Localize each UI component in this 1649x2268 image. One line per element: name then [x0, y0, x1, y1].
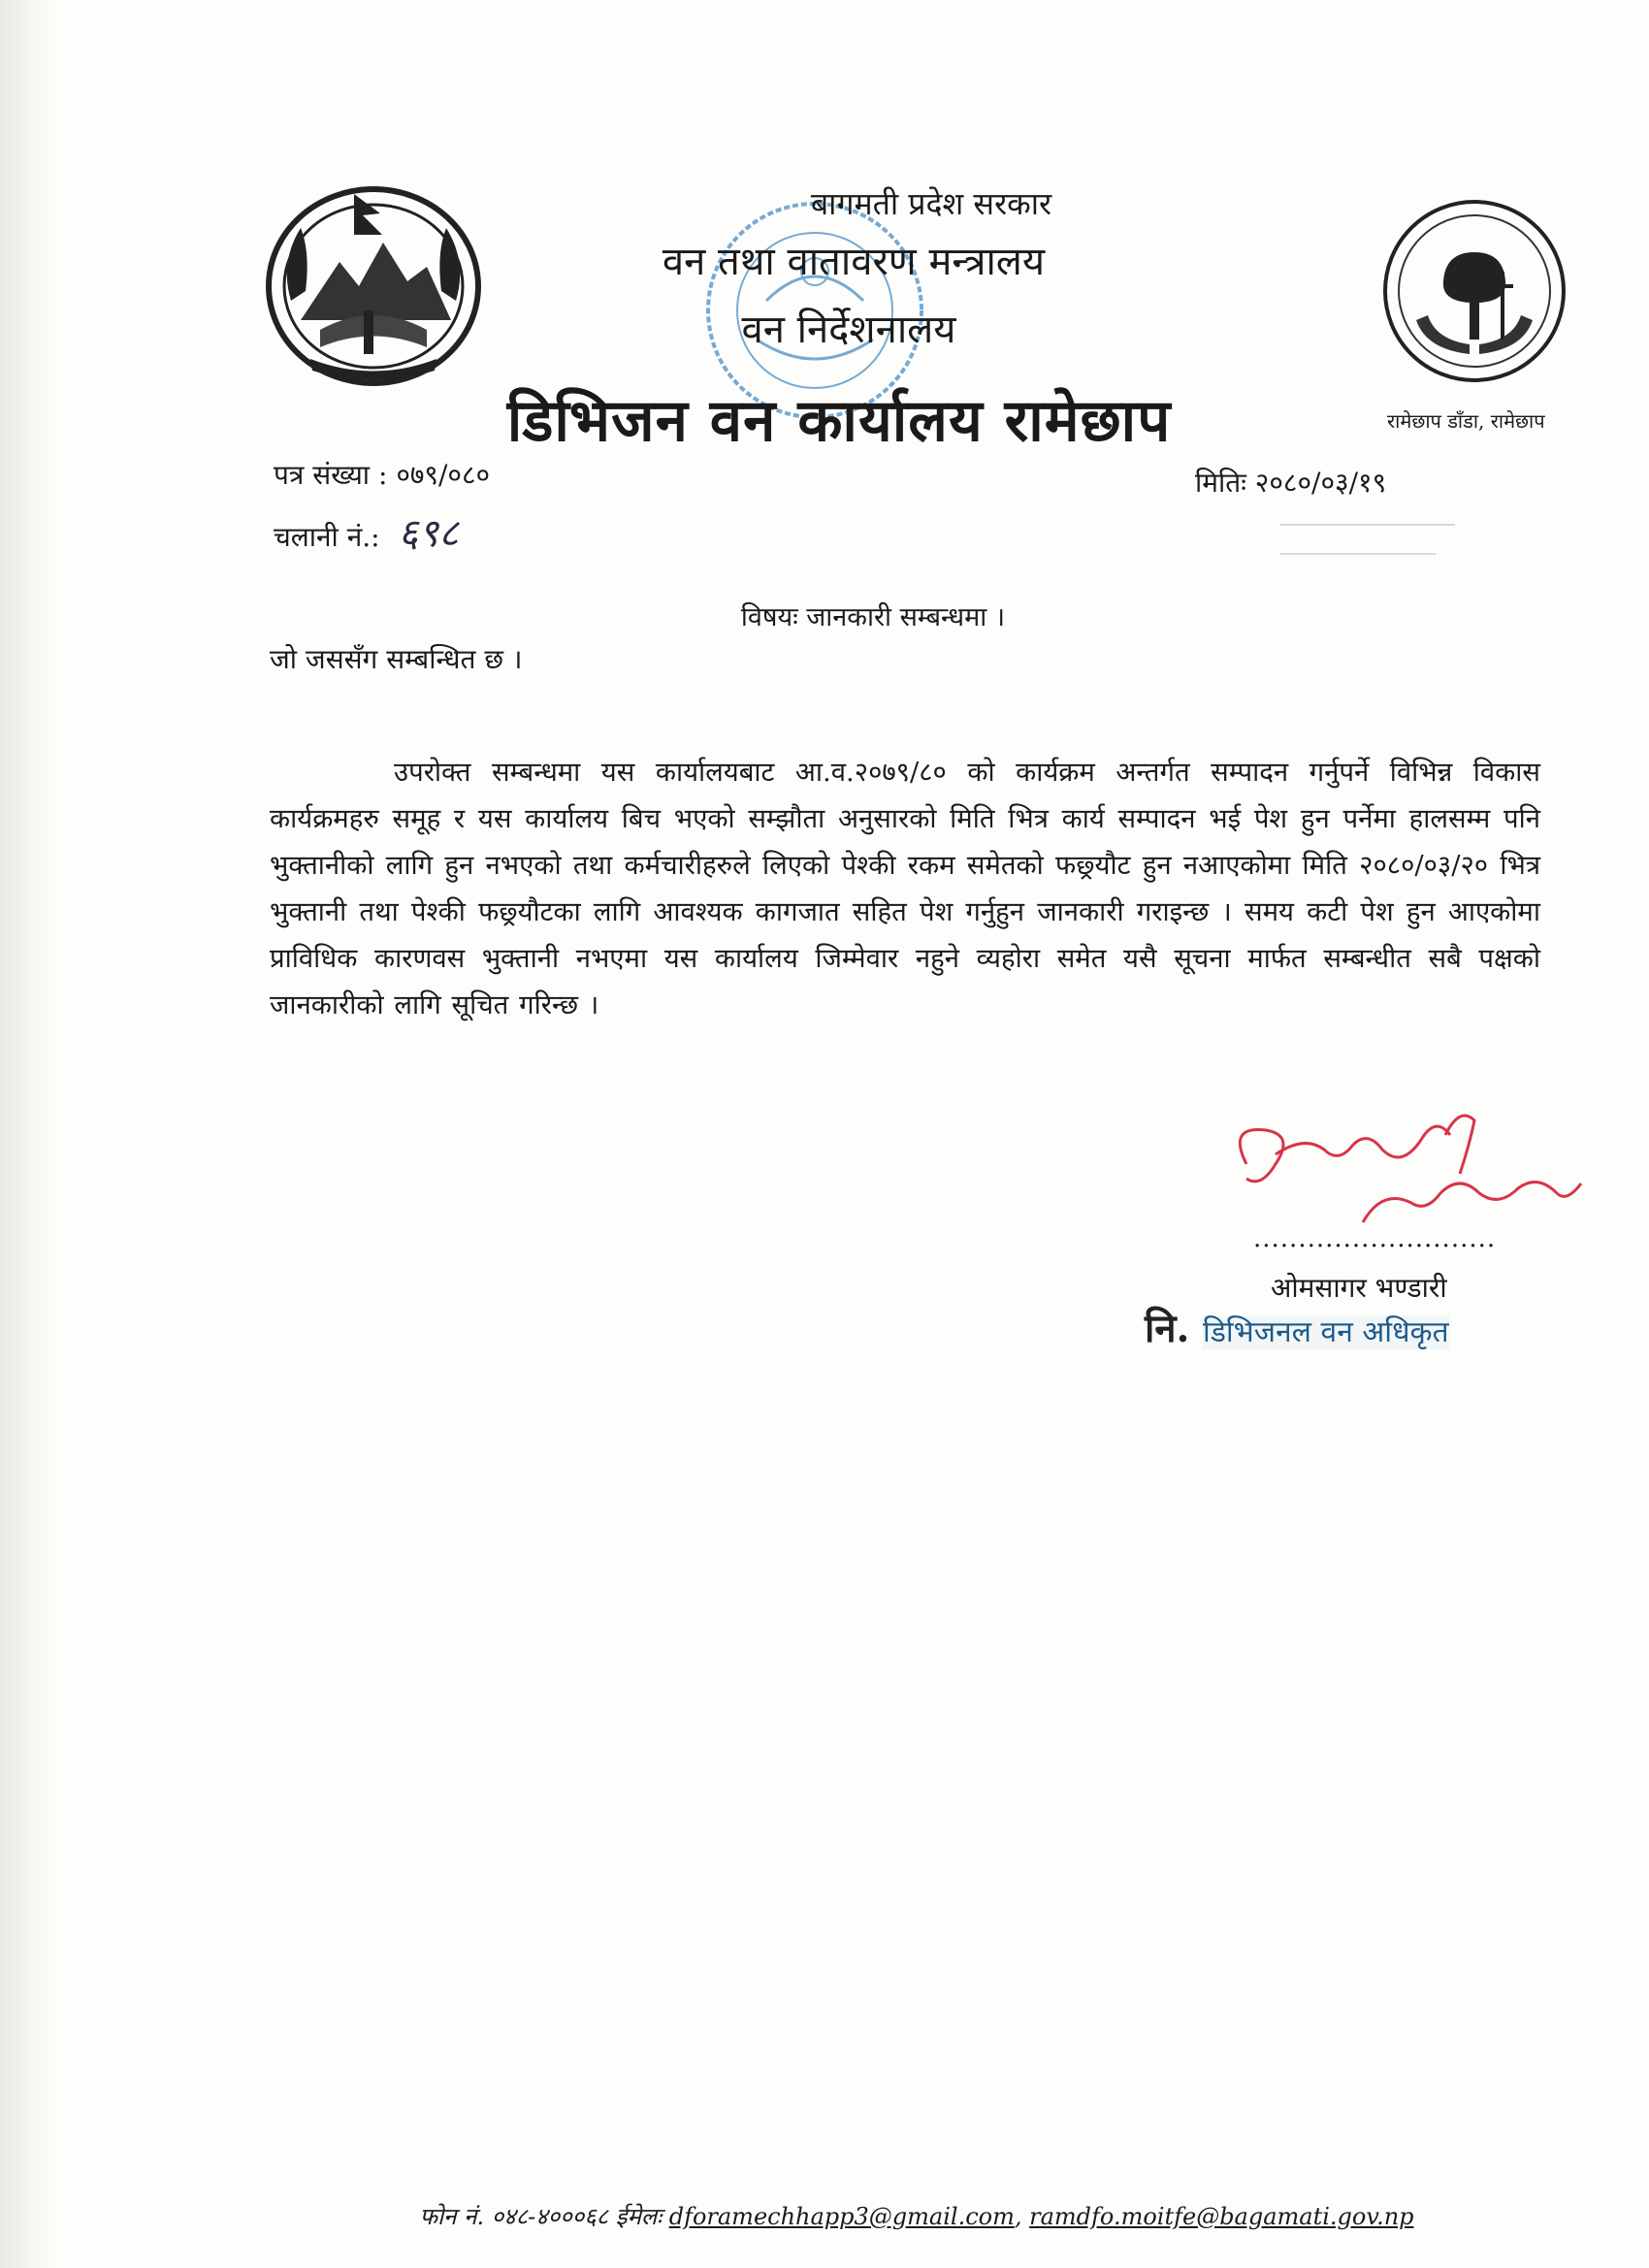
subject-line: विषयः जानकारी सम्बन्धमा । [740, 602, 1006, 632]
forest-office-logo-icon [1377, 194, 1571, 388]
ministry-name: वन तथा वातावरण मन्त्रालय [662, 240, 1046, 284]
email-label: ईमेलः [615, 2203, 663, 2230]
signatory-name: ओमसागर भण्डारी [1271, 1272, 1447, 1304]
dispatch-number-label: चलानी नं.: [274, 521, 380, 553]
office-address: रामेछाप डाँडा, रामेछाप [1387, 409, 1545, 433]
phone-number: ०४८-४०००६८ [491, 2203, 609, 2230]
scan-artifact-line [1280, 553, 1436, 555]
dispatch-number-value: ६९८ [398, 511, 459, 556]
signature-dots: ........................... [1253, 1224, 1497, 1253]
date-value: २०८०/०३/१९ [1254, 467, 1387, 499]
letter-number-value: ०७९/०८० [396, 459, 491, 491]
letter-number-row [274, 456, 490, 493]
office-name: डिभिजन वन कार्यालय रामेछाप [506, 387, 1172, 455]
date-label: मितिः [1195, 467, 1246, 499]
body-paragraph: उपरोक्त सम्बन्धमा यस कार्यालयबाट आ.व.२०७९/८० को कार्यक्रम अन्तर्गत सम्पादन गर्नुपर्ने विभिन्न विकास कार्यक्रमहरु समूह र यस कार्यालय बिच भएको सम्झौता अनुसारको मिति भित्र कार्य सम्पादन भई पेश हुन पर्नेमा हालसम्म पनि भुक्तानीको लागि हुन नभएको तथा कर्मचारीहरुले लिएको पेश्की रकम समेतको फछ्र्यौट हुन नआएकोमा मिति २०८०/०३/२० भित्र भुक्तानी तथा पेश्की फछ्र्यौटका लागि आवश्यक कागजात सहित पेश गर्नुहुन जानकारी गराइन्छ । समय कटी पेश हुन आएकोमा प्राविधिक कारणवस भुक्तानी नभएमा यस कार्यालय जिम्मेवार नहुने व्यहोरा समेत यसै सूचना मार्फत सम्बन्धीत सबै पक्षको जानकारीको लागि सूचित गरिन्छ । [270, 757, 1540, 1021]
dispatch-number-row [274, 504, 459, 558]
footer-contact [0, 2200, 1649, 2232]
signatory-prefix: नि. [1145, 1306, 1190, 1351]
email-separator: , [1014, 2203, 1022, 2230]
signatory-title: डिभिजनल वन अधिकृत [1203, 1315, 1449, 1349]
signatory-title-row [1145, 1300, 1449, 1353]
letter-number-label: पत्र संख्या : [274, 459, 388, 491]
directorate-name: वन निर्देशनालय [741, 308, 956, 352]
government-name: बागमती प्रदेश सरकार [810, 185, 1052, 222]
email-link-government[interactable]: ramdfo.moitfe@bagamati.gov.np [1029, 2203, 1414, 2230]
scan-artifact-line [1280, 524, 1455, 526]
phone-label: फोन नं. [419, 2203, 485, 2230]
addressee-line: जो जससँग सम्बन्धित छ । [270, 643, 523, 675]
date-row [1195, 464, 1386, 501]
email-link-gmail[interactable]: dforamechhapp3@gmail.com [668, 2203, 1015, 2230]
